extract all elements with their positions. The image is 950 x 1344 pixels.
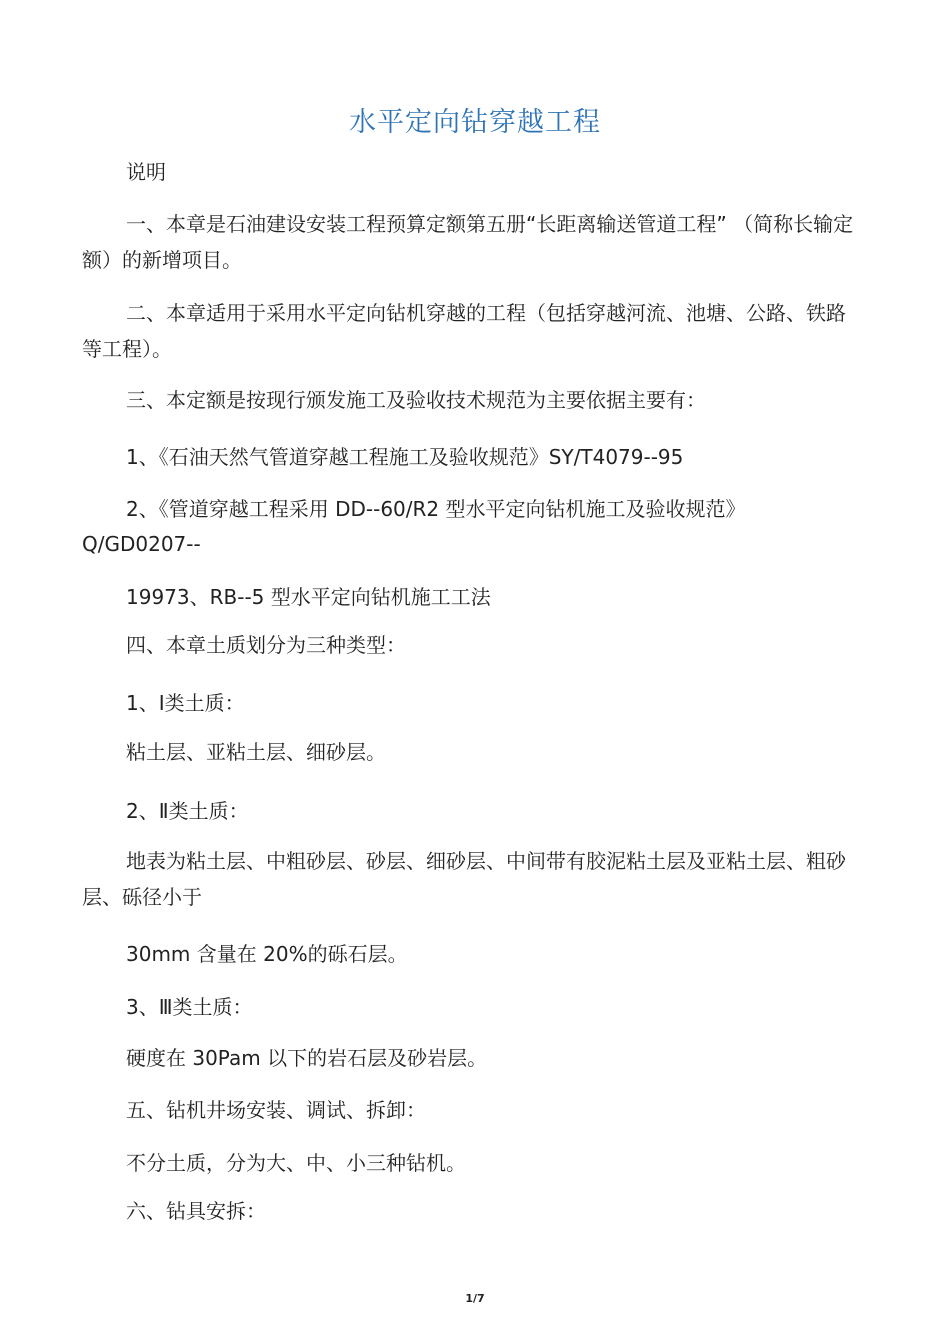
paragraph-3: 三、本定额是按现行颁发施工及验收技术规范为主要依据主要有： xyxy=(126,388,706,412)
paragraph-8: 1、Ⅰ类土质： xyxy=(126,691,245,715)
paragraph-11: 地表为粘土层、中粗砂层、砂层、细砂层、中间带有胶泥粘土层及亚粘土层、粗砂层、砾径小于 xyxy=(82,849,846,909)
paragraph-12: 30mm 含量在 20%的砾石层。 xyxy=(126,942,408,966)
paragraph-5a: 2、《管道穿越工程采用 DD--60/R2 型水平定向钻机施工及验收规范》 xyxy=(126,497,746,521)
paragraph-intro: 说明 xyxy=(126,160,166,184)
document-title: 水平定向钻穿越工程 xyxy=(349,107,601,138)
paragraph-9: 粘土层、亚粘土层、细砂层。 xyxy=(126,740,386,764)
paragraph-16: 不分土质，分为大、中、小三种钻机。 xyxy=(126,1151,466,1175)
paragraph-10: 2、Ⅱ类土质： xyxy=(126,799,249,823)
paragraph-13: 3、Ⅲ类土质： xyxy=(126,995,253,1019)
paragraph-2: 二、本章适用于采用水平定向钻机穿越的工程（包括穿越河流、池塘、公路、铁路等工程）。 xyxy=(82,301,846,361)
page-number: 1/7 xyxy=(465,1292,485,1305)
paragraph-1: 一、本章是石油建设安装工程预算定额第五册“长距离输送管道工程” （简称长输定额）的新增项目。 xyxy=(82,212,854,272)
paragraph-7: 四、本章土质划分为三种类型： xyxy=(126,633,406,657)
paragraph-15: 五、钻机井场安装、调试、拆卸： xyxy=(126,1098,426,1122)
paragraph-6: 19973、RB--5 型水平定向钻机施工工法 xyxy=(126,585,491,609)
paragraph-17: 六、钻具安拆： xyxy=(126,1199,266,1223)
paragraph-14: 硬度在 30Pam 以下的岩石层及砂岩层。 xyxy=(126,1046,488,1070)
paragraph-5b: Q/GD0207-- xyxy=(82,532,201,556)
paragraph-4: 1、《石油天然气管道穿越工程施工及验收规范》SY/T4079--95 xyxy=(126,445,684,469)
